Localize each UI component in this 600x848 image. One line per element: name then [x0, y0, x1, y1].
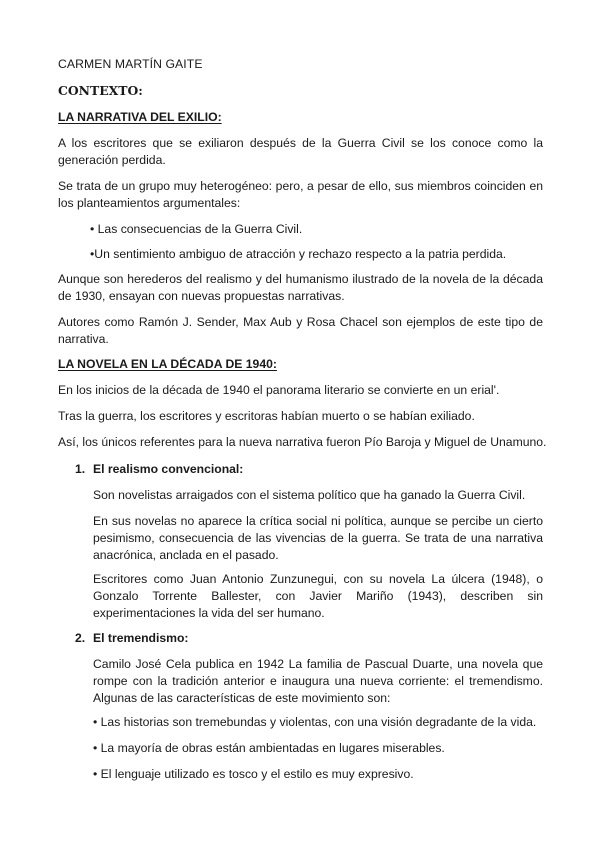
- paragraph: Aunque son herederos del realismo y del humanismo ilustrado de la novela de la década de 1930, ensayan con nuevas propuestas narrativas.: [58, 272, 543, 303]
- list-number: 1.: [75, 462, 86, 476]
- paragraph: En los inicios de la década de 1940 el panorama literario se convierte en un erial'.: [58, 383, 500, 397]
- bullet-item: • La mayoría de obras están ambientadas en lugares miserables.: [93, 741, 445, 755]
- paragraph: Camilo José Cela publica en 1942 La familia de Pascual Duarte, una novela que rompe con la tradición anterior e inaugura una nueva corriente: el tremendismo. Algunas de las características de este movimiento son:: [93, 657, 543, 705]
- bullet-item: • El lenguaje utilizado es tosco y el estilo es muy expresivo.: [93, 767, 414, 781]
- document-title: CARMEN MARTÍN GAITE: [58, 57, 203, 71]
- numbered-heading-tremendismo: [75, 630, 189, 647]
- section-heading-exile: LA NARRATIVA DEL EXILIO:: [58, 110, 222, 124]
- paragraph: A los escritores que se exiliaron después de la Guerra Civil se los conoce como la generación perdida.: [58, 136, 543, 167]
- section-heading-1940: LA NOVELA EN LA DÉCADA DE 1940:: [58, 357, 277, 371]
- paragraph: Escritores como Juan Antonio Zunzunegui, con su novela La úlcera (1948), o Gonzalo Torrente Ballester, con Javier Mariño (1943), describen sin experimentaciones la vida del ser humano.: [93, 572, 543, 620]
- list-number: 2.: [75, 631, 86, 645]
- paragraph: Tras la guerra, los escritores y escritoras habían muerto o se habían exiliado.: [58, 409, 475, 423]
- bullet-item: • Las consecuencias de la Guerra Civil.: [90, 222, 303, 236]
- numbered-heading-realismo: [75, 461, 243, 478]
- bullet-item: •Un sentimiento ambiguo de atracción y rechazo respecto a la patria perdida.: [90, 247, 507, 261]
- paragraph: En sus novelas no aparece la crítica social ni política, aunque se percibe un cierto pesimismo, consecuencia de las vivencias de la guerra. Se trata de una narrativa anacrónica, anclada en el pasado.: [93, 514, 543, 562]
- paragraph: Se trata de un grupo muy heterogéneo: pero, a pesar de ello, sus miembros coinciden en los planteamientos argumentales:: [58, 179, 543, 210]
- paragraph: Autores como Ramón J. Sender, Max Aub y Rosa Chacel son ejemplos de este tipo de narrativa.: [58, 315, 543, 346]
- paragraph: Son novelistas arraigados con el sistema político que ha ganado la Guerra Civil.: [93, 488, 526, 502]
- paragraph: Así, los únicos referentes para la nueva narrativa fueron Pío Baroja y Miguel de Unamuno.: [58, 435, 547, 449]
- bullet-item: • Las historias son tremebundas y violentas, con una visión degradante de la vida.: [93, 715, 537, 729]
- numbered-heading-text: El tremendismo:: [93, 631, 189, 645]
- context-label: CONTEXTO:: [58, 83, 143, 98]
- numbered-heading-text: El realismo convencional:: [93, 462, 244, 476]
